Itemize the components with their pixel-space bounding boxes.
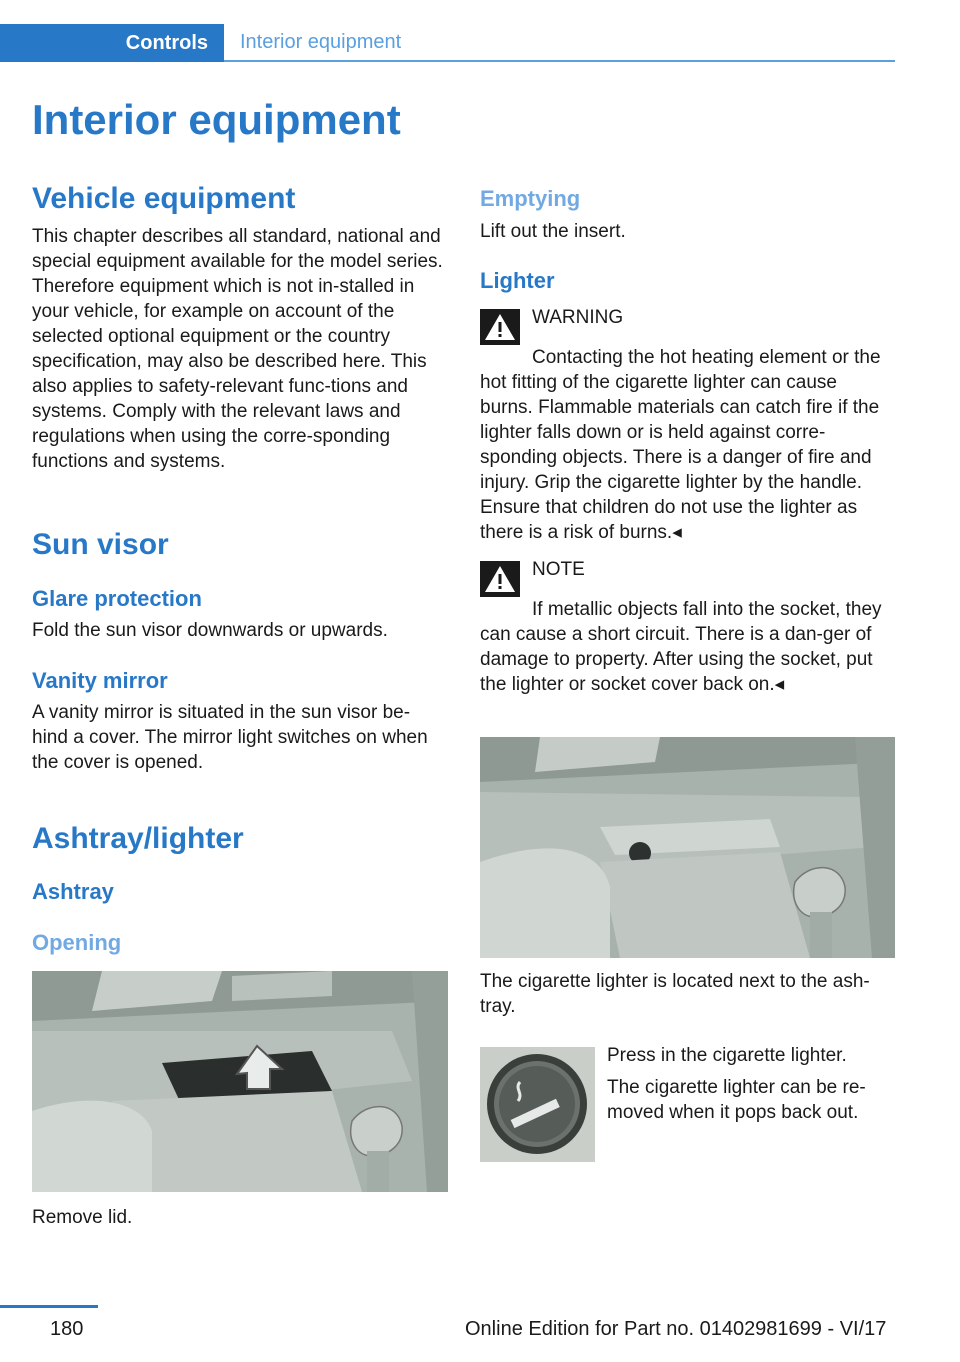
warning-triangle-icon bbox=[480, 309, 520, 345]
heading-sun-visor: Sun visor bbox=[32, 528, 169, 561]
header-section-tab[interactable]: Controls bbox=[0, 24, 224, 62]
heading-ashtray: Ashtray bbox=[32, 879, 114, 904]
warning-block bbox=[480, 305, 895, 545]
note-label: NOTE bbox=[532, 559, 585, 580]
lighter-button-image bbox=[480, 1047, 595, 1162]
left-column bbox=[32, 182, 444, 474]
note-triangle-icon bbox=[480, 561, 520, 597]
heading-vehicle-equipment: Vehicle equipment bbox=[32, 182, 296, 215]
removed-lighter-text: The cigarette lighter can be re-moved when it pops back out. bbox=[607, 1077, 866, 1123]
glare-section bbox=[32, 586, 444, 643]
ashtray-opening-photo bbox=[32, 971, 448, 1192]
page-title: Interior equipment bbox=[32, 96, 401, 143]
warning-text: Contacting the hot heating element or the hot fitting of the cigarette lighter can cause burns. Flammable materials can catch fire if the lighter falls down or is held against corre-sponding objects. There is a danger of fire and injury. Grip the cigarette lighter by the handle. Ensure that children do not use the lighter as there is a risk of burns.◂ bbox=[480, 347, 881, 543]
lighter-location-text: The cigarette lighter is located next to the ash-tray. bbox=[480, 971, 870, 1017]
heading-emptying: Emptying bbox=[480, 186, 581, 211]
glare-text: Fold the sun visor downwards or upwards. bbox=[32, 620, 388, 641]
footer-accent-line bbox=[0, 1305, 98, 1308]
heading-glare-protection: Glare protection bbox=[32, 586, 202, 611]
header-subsection-tab[interactable]: Interior equipment bbox=[224, 24, 895, 62]
press-lighter-text: Press in the cigarette lighter. bbox=[607, 1045, 847, 1066]
remove-lid-caption: Remove lid. bbox=[32, 1207, 133, 1228]
note-block bbox=[480, 557, 895, 697]
vanity-section bbox=[32, 668, 444, 775]
heading-opening: Opening bbox=[32, 930, 122, 955]
warning-label: WARNING bbox=[532, 307, 624, 328]
page-number: 180 bbox=[50, 1318, 84, 1340]
vanity-text: A vanity mirror is situated in the sun visor be-hind a cover. The mirror light switches on when the cover is opened. bbox=[32, 702, 428, 773]
note-text: If metallic objects fall into the socket, they can cause a short circuit. There is a dan-ger of damage to property. After using the socket, put the lighter or socket cover back on.◂ bbox=[480, 599, 882, 695]
heading-ashtray-lighter: Ashtray/lighter bbox=[32, 822, 244, 855]
lighter-location-photo bbox=[480, 737, 895, 958]
vehicle-equipment-text: This chapter describes all standard, national and special equipment available for the model series. Therefore equipment which is not in-stalled in your vehicle, for example on account of the selected optional equipment or the country specification, may also be described here. This also applies to safety-relevant func-tions and systems. Comply with the relevant laws and regulations when using the corre-sponding functions and systems. bbox=[32, 226, 443, 472]
heading-vanity-mirror: Vanity mirror bbox=[32, 668, 168, 693]
emptying-text: Lift out the insert. bbox=[480, 221, 626, 242]
edition-text: Online Edition for Part no. 01402981699 - VI/17 bbox=[465, 1318, 887, 1340]
heading-lighter: Lighter bbox=[480, 268, 555, 293]
